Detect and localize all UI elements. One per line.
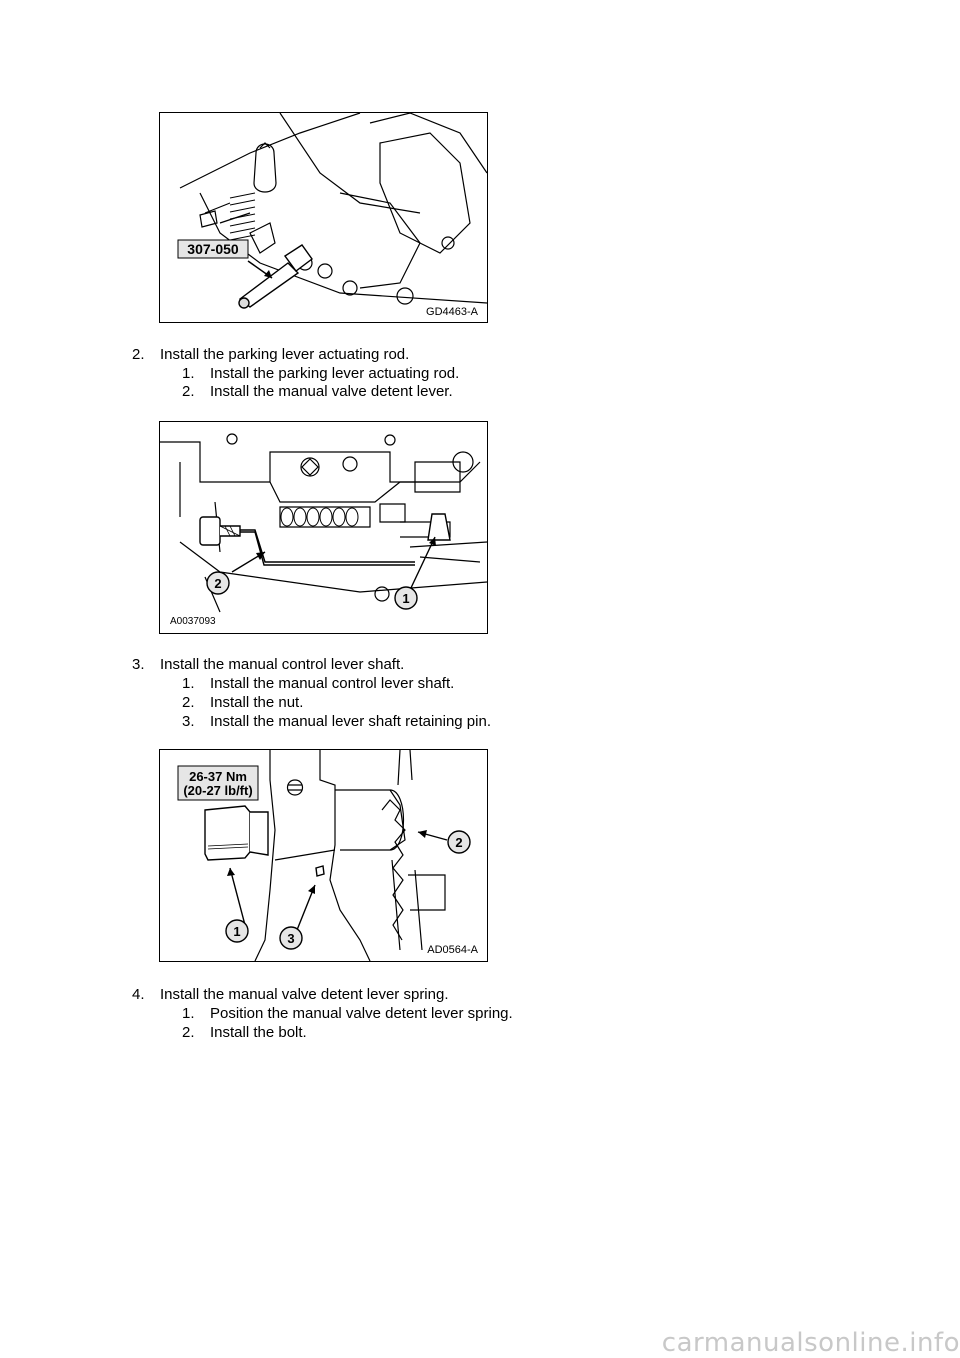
substep-text: Install the bolt. (210, 1024, 307, 1041)
torque-spec-lbft: (20-27 lb/ft) (183, 783, 253, 798)
figure-3-illustration (160, 750, 487, 961)
substep-number: 3. (182, 713, 195, 730)
step-text: Install the manual control lever shaft. (160, 656, 405, 673)
figure-actuating-rod (159, 421, 488, 634)
step-text: Install the manual valve detent lever spring. (160, 986, 449, 1003)
substep-text: Install the nut. (210, 694, 304, 711)
step-number: 4. (132, 986, 145, 1003)
callout-3: 3 (287, 931, 295, 946)
substep-number: 1. (182, 365, 195, 382)
substep-number: 1. (182, 675, 195, 692)
step-number: 2. (132, 346, 145, 363)
substep-text: Install the manual valve detent lever. (210, 383, 453, 400)
figure-1-illustration (160, 113, 487, 322)
substep-number: 1. (182, 1005, 195, 1022)
substep-text: Install the manual lever shaft retaining pin. (210, 713, 491, 730)
substep-text: Install the parking lever actuating rod. (210, 365, 460, 382)
callout-2: 2 (455, 835, 463, 850)
substep-number: 2. (182, 383, 195, 400)
figure-control-lever-shaft (159, 749, 488, 962)
step-number: 3. (132, 656, 145, 673)
figure-tool-installation (159, 112, 488, 323)
callout-1: 1 (402, 591, 410, 606)
figure-2-illustration (160, 422, 487, 633)
figure-code: AD0564-A (427, 944, 478, 956)
substep-text: Install the manual control lever shaft. (210, 675, 455, 692)
tool-callout-label: 307-050 (187, 241, 239, 257)
substep-number: 2. (182, 694, 195, 711)
callout-2: 2 (214, 576, 222, 591)
torque-spec-nm: 26-37 Nm (189, 769, 247, 784)
substep-text: Position the manual valve detent lever spring. (210, 1005, 513, 1022)
step-text: Install the parking lever actuating rod. (160, 346, 410, 363)
figure-code: GD4463-A (426, 306, 478, 318)
watermark: carmanualsonline.info (661, 1328, 960, 1358)
substep-number: 2. (182, 1024, 195, 1041)
figure-code: A0037093 (170, 616, 216, 627)
callout-1: 1 (233, 924, 241, 939)
